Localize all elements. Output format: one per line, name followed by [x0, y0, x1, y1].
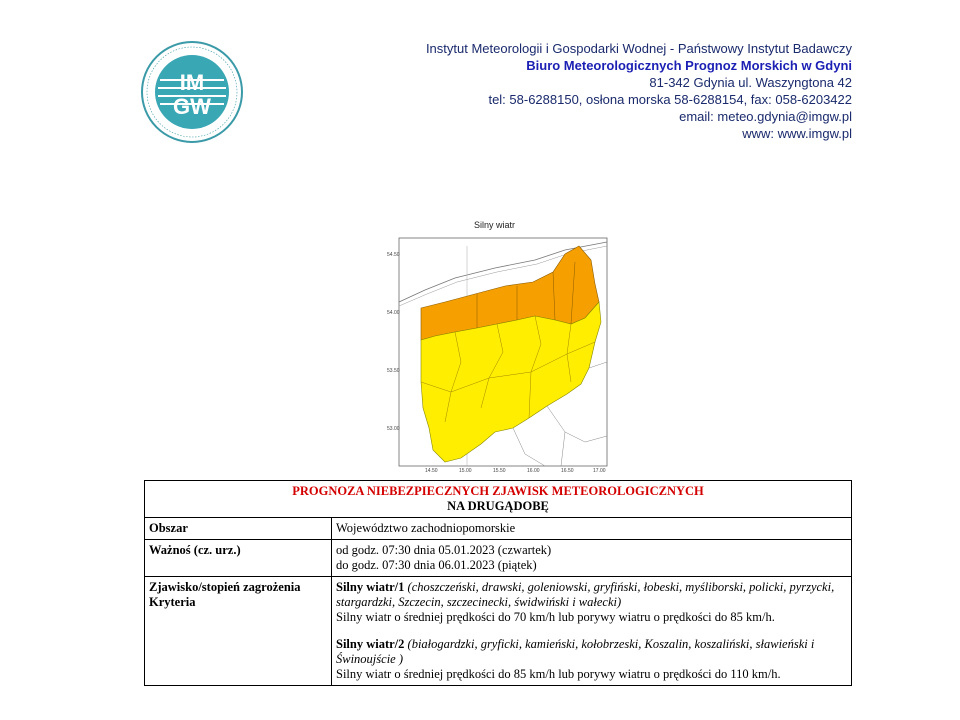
warning-2-criteria: Silny wiatr o średniej prędkości do 85 km/h lub porywy wiatru o prędkości do 110 km/h. — [336, 667, 781, 681]
table-title: PROGNOZA NIEBEZPIECZNYCH ZJAWISK METEOROLOGICZNYCH — [292, 484, 704, 498]
lon-tick: 17.00 — [593, 468, 606, 472]
lon-tick: 15.00 — [459, 468, 472, 472]
valid-from: od godz. 07:30 dnia 05.01.2023 (czwartek) — [336, 543, 552, 557]
email-link[interactable]: email: meteo.gdynia@imgw.pl — [679, 109, 852, 124]
institute-header — [426, 40, 852, 142]
valid-to: do godz. 07:30 dnia 06.01.2023 (piątek) — [336, 558, 537, 572]
validity-label: Ważnoś (cz. urz.) — [145, 540, 332, 577]
area-label: Obszar — [145, 518, 332, 540]
warning-1-criteria: Silny wiatr o średniej prędkości do 70 km/h lub porywy wiatru o prędkości do 85 km/h. — [336, 610, 775, 624]
warning-1-name: Silny wiatr/1 — [336, 580, 405, 594]
lon-tick: 14.50 — [425, 468, 438, 472]
phenomenon-label-line2: Kryteria — [149, 595, 196, 609]
warning-1-counties: (choszczeński, drawski, goleniowski, gryfiński, łobeski, myśliborski, policki, pyrzycki, stargardzki, Szczecin, szczecinecki, świdwiński i wałecki) — [336, 580, 835, 609]
lat-tick: 53.00 — [387, 426, 400, 432]
lat-tick: 54.00 — [387, 310, 400, 316]
lat-tick: 54.50 — [387, 252, 400, 258]
phenomenon-value — [332, 577, 852, 686]
website-link[interactable]: www: www.imgw.pl — [742, 126, 852, 141]
lat-tick: 53.50 — [387, 368, 400, 374]
address: 81-342 Gdynia ul. Waszyngtona 42 — [649, 75, 852, 90]
lon-tick: 16.50 — [561, 468, 574, 472]
warning-map — [385, 232, 615, 472]
svg-text:IM: IM — [179, 70, 205, 95]
warning-2-counties: (białogardzki, gryficki, kamieński, kołobrzeski, Koszalin, koszaliński, sławieński i Świnoujście ) — [336, 637, 815, 666]
map-title: Silny wiatr — [474, 220, 516, 230]
validity-value — [332, 540, 852, 577]
area-value: Województwo zachodniopomorskie — [332, 518, 852, 540]
phenomenon-label — [145, 577, 332, 686]
table-subtitle: NA DRUGĄDOBĘ — [447, 499, 549, 513]
institute-name: Instytut Meteorologii i Gospodarki Wodnej - Państwowy Instytut Badawczy — [425, 41, 852, 56]
phenomenon-label-line1: Zjawisko/stopień zagrożenia — [149, 580, 301, 594]
imgw-logo — [140, 40, 244, 144]
forecast-table — [144, 480, 852, 686]
phone-fax: tel: 58-6288150, osłona morska 58-6288154, fax: 058-6203422 — [488, 92, 852, 107]
warning-level-2 — [336, 637, 847, 667]
lon-tick: 16.00 — [527, 468, 540, 472]
warning-2-name: Silny wiatr/2 — [336, 637, 405, 651]
svg-text:GW: GW — [173, 94, 211, 119]
lon-tick: 15.50 — [493, 468, 506, 472]
warning-level-1 — [336, 580, 847, 610]
table-header — [145, 481, 852, 518]
bureau-name: Biuro Meteorologicznych Prognoz Morskich w Gdyni — [526, 58, 852, 73]
